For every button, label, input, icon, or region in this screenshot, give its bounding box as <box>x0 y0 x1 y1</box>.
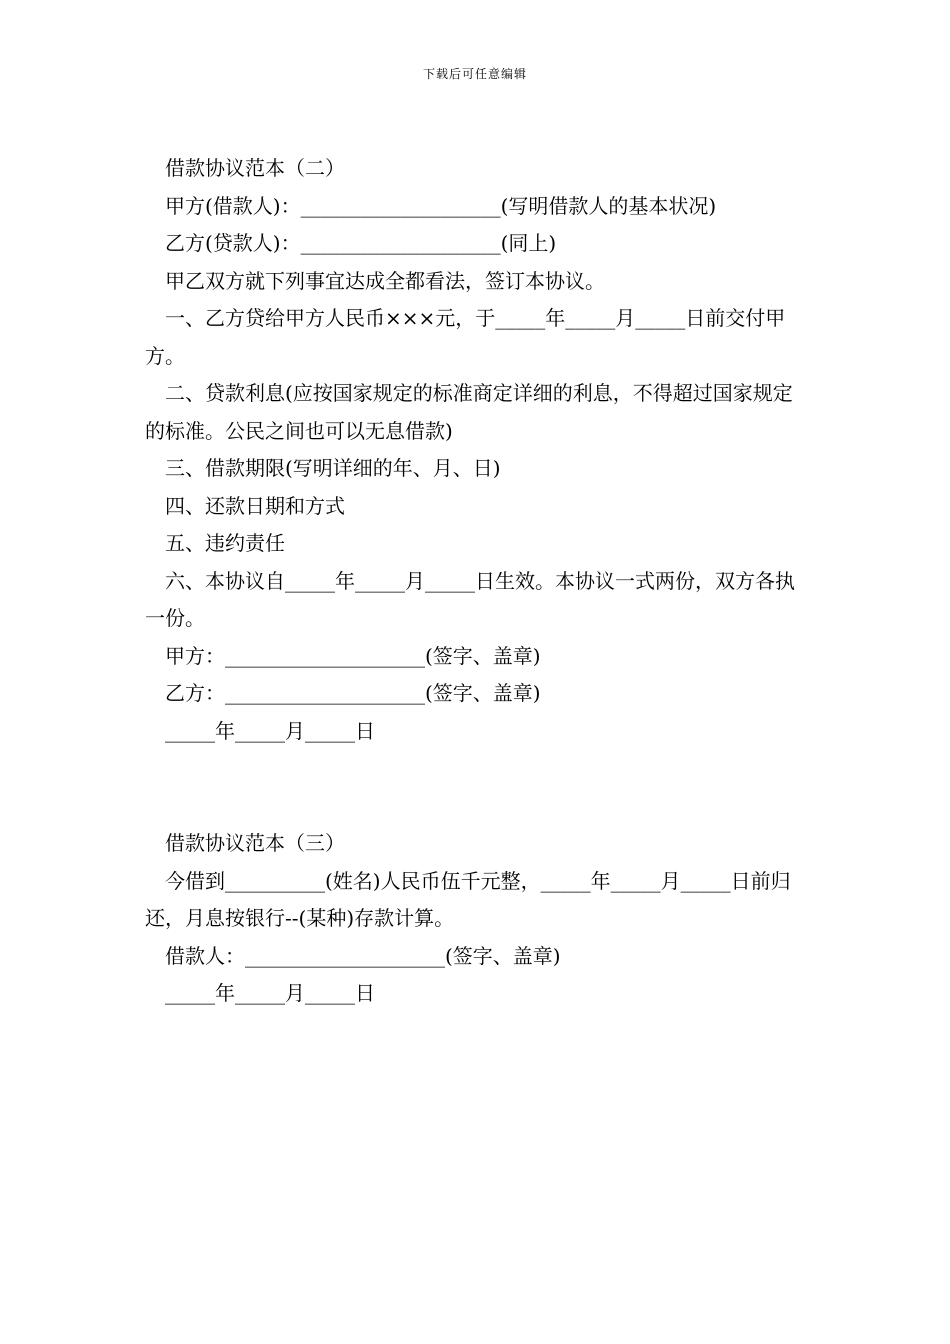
clause-4-repayment: 四、还款日期和方式 <box>165 493 345 518</box>
clause-2-interest: 二、贷款利息(应按国家规定的标准商定详细的利息，不得超过国家规定的标准。公民之间也可以无息借款) <box>145 381 793 443</box>
party-a-signature-line: 甲方：____________________(签字、盖章) <box>165 643 541 668</box>
clause-5-liability: 五、违约责任 <box>165 531 285 555</box>
clause-3-loan-term: 三、借款期限(写明详细的年、月、日) <box>165 456 501 480</box>
section-spacer <box>145 750 810 825</box>
agreement-intro: 甲乙双方就下列事宜达成全都看法，签订本协议。 <box>165 268 605 293</box>
section-3-date-line: _____年_____月_____日 <box>165 981 375 1005</box>
party-a-borrower-line: 甲方(借款人)：____________________(写明借款人的基本状况) <box>165 193 717 218</box>
iou-statement: 今借到__________(姓名)人民币伍千元整，_____年_____月_____日前归还，月息按银行--(某种)存款计算。 <box>145 868 791 930</box>
section-2-date-line: _____年_____月_____日 <box>165 718 375 743</box>
document-body <box>145 150 810 1013</box>
party-b-signature-line: 乙方：____________________(签字、盖章) <box>165 681 541 705</box>
section-3-title: 借款协议范本（三） <box>165 831 345 855</box>
page-header: 下载后可任意编辑 <box>422 67 527 81</box>
section-2-title: 借款协议范本（二） <box>165 156 345 180</box>
clause-1-loan-amount: 一、乙方贷给甲方人民币×××元，于_____年_____月_____日前交付甲方。 <box>145 306 786 368</box>
borrower-signature-line: 借款人：____________________(签字、盖章) <box>165 943 561 968</box>
party-b-lender-line: 乙方(贷款人)：____________________(同上) <box>165 231 557 255</box>
clause-6-effective-date: 六、本协议自_____年_____月_____日生效。本协议一式两份，双方各执一份。 <box>145 568 795 630</box>
